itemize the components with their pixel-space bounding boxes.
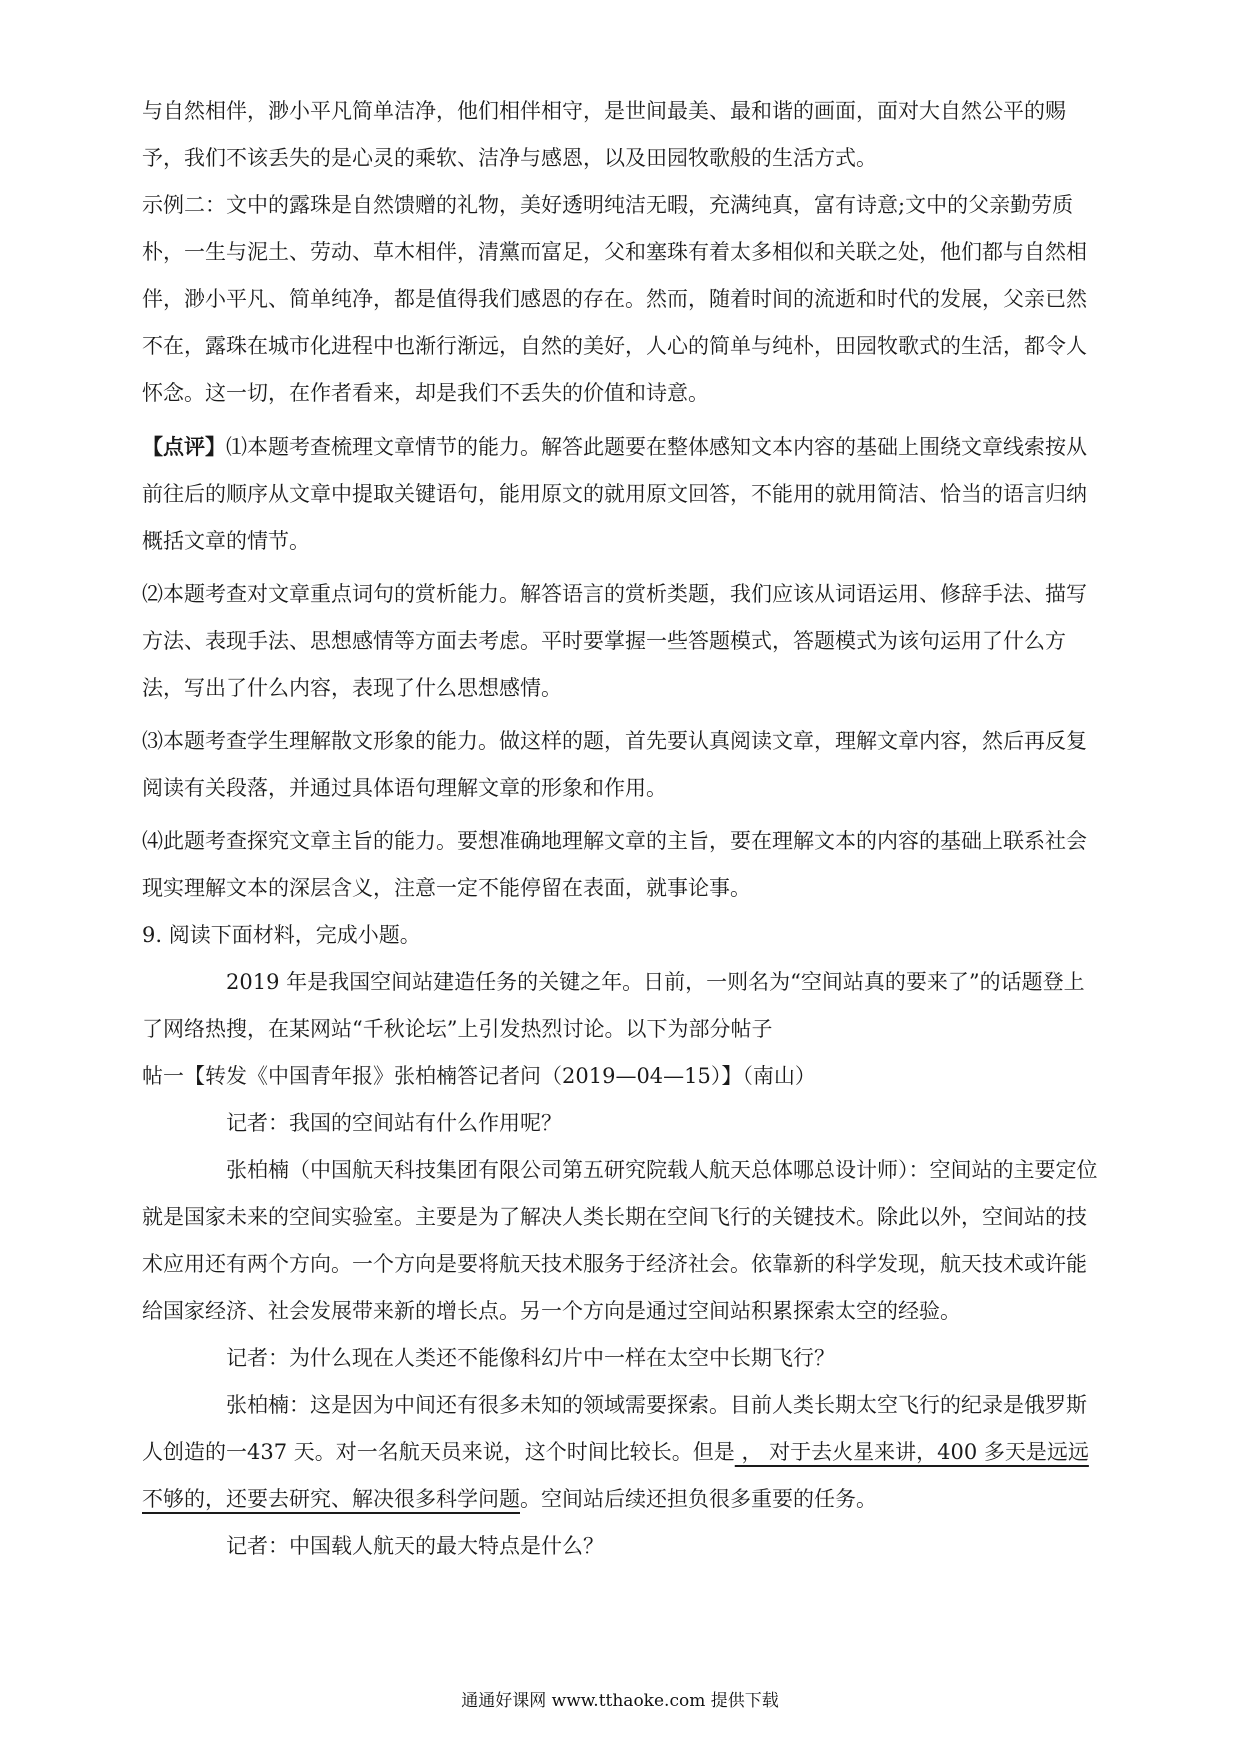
paragraph-example-two: 示例二：文中的露珠是自然馈赠的礼物，美好透明纯洁无暇，充满纯真，富有诗意;文中的父亲勤劳质朴，一生与泥土、劳动、草木相伴，清黨而富足，父和塞珠有着太多相似和关联之处，他们都与自然相伴，渺小平凡、简单纯净，都是值得我们感恩的存在。然而，随着时间的流逝和时代的发展，父亲已然不在，露珠在城市化进程中也渐行渐远，自然的美好，人心的简单与纯朴，田园牧歌式的生活，都令人怀念。这一切，在作者看来，却是我们不丢失的价值和诗意。 — [142, 193, 1087, 405]
answer-2-part-a: 张柏楠：这是因为中间还有很多未知的领域需要探索。目前人类长期太空飞行的纪录是俄罗斯人创造的一437 天。对一名航天员来说，这个时间比较长。但是 — [142, 1393, 1087, 1464]
question-9-heading: 9. 阅读下面材料，完成小题。 — [142, 923, 421, 947]
review-1-text: ⑴本题考查梳理文章情节的能力。解答此题要在整体感知文本内容的基础上围绕文章线索按从前往后的顺序从文章中提取关键语句，能用原文的就用原文回答，不能用的就用简洁、恰当的语言归纳概括文章的情节。 — [142, 435, 1087, 553]
answer-1: 张柏楠（中国航天科技集团有限公司第五研究院载人航天总体哪总设计师）：空间站的主要定位就是国家未来的空间实验室。主要是为了解决人类长期在空间飞行的关键技术。除此以外，空间站的技术应用还有两个方向。一个方向是要将航天技术服务于经济社会。依靠新的科学发现，航天技术或许能给国家经济、社会发展带来新的增长点。另一个方向是通过空间站积累探索太空的经验。 — [142, 1158, 1098, 1323]
reporter-question-2: 记者：为什么现在人类还不能像科幻片中一样在太空中长期飞行？ — [226, 1346, 835, 1370]
paragraph-intro: 2019 年是我国空间站建造任务的关键之年。日前，一则名为“空间站真的要来了”的话题登上了网络热搜，在某网站“千秋论坛”上引发热烈讨论。以下为部分帖子 — [142, 970, 1085, 1041]
paragraph-review-2: ⑵本题考查对文章重点词句的赏析能力。解答语言的赏析类题，我们应该从词语运用、修辞手法、描写方法、表现手法、思想感情等方面去考虑。平时要掌握一些答题模式，答题模式为该句运用了什么方法，写出了什么内容，表现了什么思想感情。 — [142, 582, 1087, 700]
review-label: 【点评】 — [142, 434, 226, 459]
paragraph-answer-continuation: 与自然相伴，渺小平凡简单洁净，他们相伴相守，是世间最美、最和谐的画面，面对大自然公平的赐予，我们不该丢失的是心灵的乘软、洁净与感恩，以及田园牧歌般的生活方式。 — [142, 99, 1066, 170]
paragraph-review-4: ⑷此题考查探究文章主旨的能力。要想准确地理解文章的主旨，要在理解文本的内容的基础上联系社会现实理解文本的深层含义，注意一定不能停留在表面，就事论事。 — [142, 829, 1087, 900]
reporter-question-3: 记者：中国载人航天的最大特点是什么？ — [226, 1534, 604, 1558]
reporter-question-1: 记者：我国的空间站有什么作用呢？ — [226, 1111, 562, 1135]
answer-2-part-b: 。空间站后续还担负很多重要的任务。 — [520, 1487, 877, 1511]
document-body — [142, 88, 1098, 1570]
paragraph-review-1 — [142, 423, 1098, 565]
answer-2 — [142, 1382, 1098, 1523]
answer-2-underlined: ， 对于去火星来讲，400 多天是远远不够的，还要去研究、解决很多科学问题 — [142, 1440, 1089, 1511]
post-one-heading: 帖一【转发《中国青年报》张柏楠答记者问（2019—04—15）】（南山） — [142, 1064, 816, 1088]
paragraph-review-3: ⑶本题考查学生理解散文形象的能力。做这样的题，首先要认真阅读文章，理解文章内容，然后再反复阅读有关段落，并通过具体语句理解文章的形象和作用。 — [142, 729, 1087, 800]
page-footer: 通通好课网 www.tthaoke.com 提供下载 — [461, 1691, 779, 1711]
